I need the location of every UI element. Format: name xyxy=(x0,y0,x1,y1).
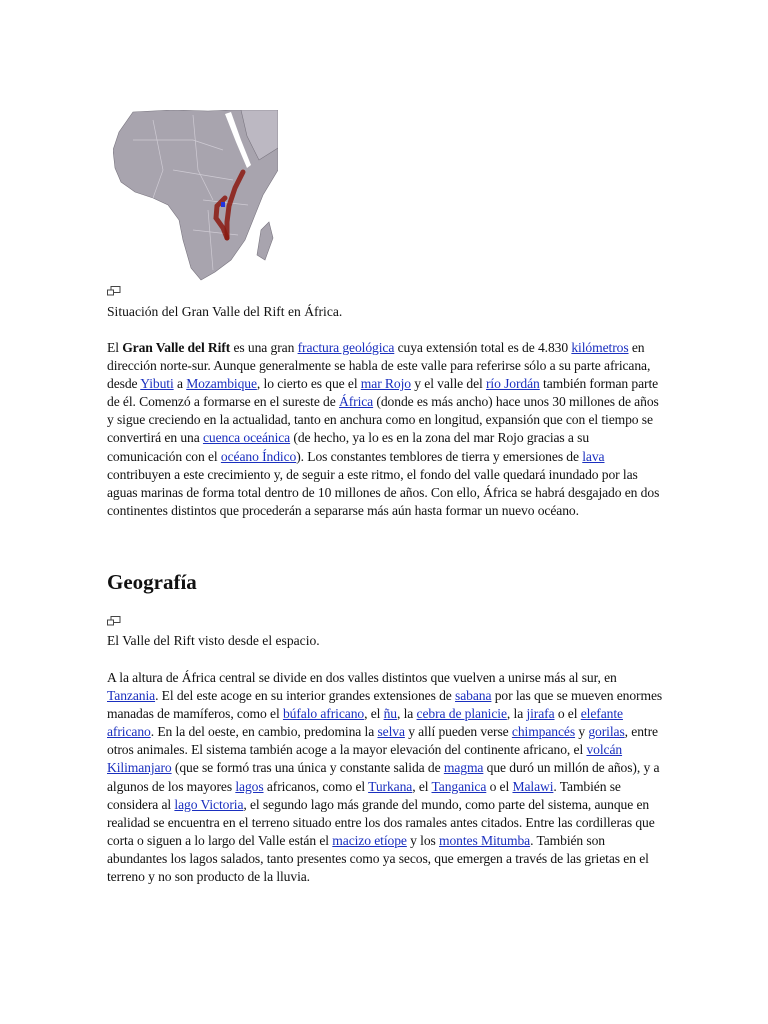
lake-victoria xyxy=(221,202,225,207)
magnify-clip-icon[interactable] xyxy=(107,286,121,296)
link-turkana[interactable]: Turkana xyxy=(368,778,413,794)
link-magma[interactable]: magma xyxy=(443,760,484,776)
link-kilimanjaro[interactable]: Kilimanjaro xyxy=(107,760,172,776)
link-gorilas[interactable]: gorilas xyxy=(588,724,625,740)
link-cuenca-oceanica[interactable]: cuenca oceánica xyxy=(202,430,291,446)
link-tanganica[interactable]: Tanganica xyxy=(431,778,487,794)
link-volcan[interactable]: volcán xyxy=(586,742,623,758)
link-lagos[interactable]: lagos xyxy=(235,778,264,794)
link-cebra-de-planicie[interactable]: cebra de planicie xyxy=(416,706,507,722)
link-tanzania[interactable]: Tanzania xyxy=(107,688,156,704)
figure-caption: El Valle del Rift visto desde el espacio. xyxy=(107,633,320,648)
link-lago-victoria[interactable]: lago Victoria xyxy=(174,796,244,812)
link-mar-rojo[interactable]: mar Rojo xyxy=(360,376,411,392)
link-bufalo-africano[interactable]: búfalo africano xyxy=(282,706,365,722)
link-africa[interactable]: África xyxy=(339,394,374,410)
geography-paragraph: A la altura de África central se divide en dos valles distintos que vuelven a unirse más al sur, en Tanzania. El del este acoge en su interior grandes extensiones de sabana por las que se mueven enormes manadas de mamíferos, como el búfalo africano, el ñu, la cebra de planicie, la jirafa o el elefante africano. En la del oeste, en cambio, predomina la selva y allí pueden verse chimpancés y gorilas, entre otros animales. El sistema también acoge a la mayor elevación del continente africano, el volcán Kilimanjaro (que se formó tras una única y constante salida de magma que duró un millón de años), y a algunos de los mayores lagos africanos, como el Turkana, el Tanganica o el Malawi. También se considera al lago Victoria, el segundo lago más grande del mundo, como parte del sistema, aunque en realidad se encuentra en el terreno situado entre los dos ramales antes citados. Entre las cordilleras que corta o siguen a lo largo del Valle están el macizo etíope y los montes Mitumba. También son abundantes los lagos salados, tanto presentes como ya secos, que emergen a través de las grietas en el terreno y no son producto de la lluvia. xyxy=(107,670,663,885)
link-nu[interactable]: ñu xyxy=(383,706,398,722)
link-macizo-etiope[interactable]: macizo etíope xyxy=(332,832,407,848)
africa-rift-map xyxy=(113,110,278,282)
section-heading-geografia: Geografía xyxy=(107,570,197,594)
link-kilometros[interactable]: kilómetros xyxy=(571,340,629,355)
link-sabana[interactable]: sabana xyxy=(455,688,492,704)
magnify-clip-icon[interactable] xyxy=(107,616,121,626)
link-elefante-africano[interactable]: elefante africano xyxy=(107,706,623,740)
link-fractura-geologica[interactable]: fractura geológica xyxy=(297,340,395,355)
intro-paragraph: El Gran Valle del Rift es una gran fractura geológica cuya extensión total es de 4.830 kilómetros en dirección norte-sur. Aunque generalmente se habla de este valle para referirse sólo a su parte africana, desde Yibuti a Mozambique, lo cierto es que el mar Rojo y el valle del río Jordán también forman parte de él. Comenzó a formarse en el sureste de África (donde es más ancho) hace unos 30 millones de años y sigue creciendo en la actualidad, tanto en anchura como en longitud, expansión que con el tiempo se convertirá en una cuenca oceánica (de hecho, ya lo es en la zona del mar Rojo gracias a su comunicación con el océano Índico). Los constantes temblores de tierra y emersiones de lava contribuyen a este crecimiento y, de seguir a este ritmo, el fondo del valle quedará inundado por las aguas marinas de forma total dentro de 10 millones de años. Con ello, África se habrá desgajado en dos continentes distintos que procederán a separarse más aún hasta formar un nuevo océano. xyxy=(107,340,660,518)
link-lava[interactable]: lava xyxy=(582,448,605,464)
figure-caption: Situación del Gran Valle del Rift en África. xyxy=(107,304,343,319)
link-jirafa[interactable]: jirafa xyxy=(526,706,555,722)
link-selva[interactable]: selva xyxy=(377,724,405,740)
link-rio-jordan[interactable]: río Jordán xyxy=(486,376,540,392)
link-malawi[interactable]: Malawi xyxy=(512,778,554,794)
link-yibuti[interactable]: Yibuti xyxy=(140,376,174,392)
link-chimpances[interactable]: chimpancés xyxy=(511,724,576,740)
link-mozambique[interactable]: Mozambique xyxy=(186,376,257,392)
link-montes-mitumba[interactable]: montes Mitumba xyxy=(439,832,531,848)
article-term: Gran Valle del Rift xyxy=(122,340,231,355)
link-oceano-indico[interactable]: océano Índico xyxy=(220,448,297,464)
